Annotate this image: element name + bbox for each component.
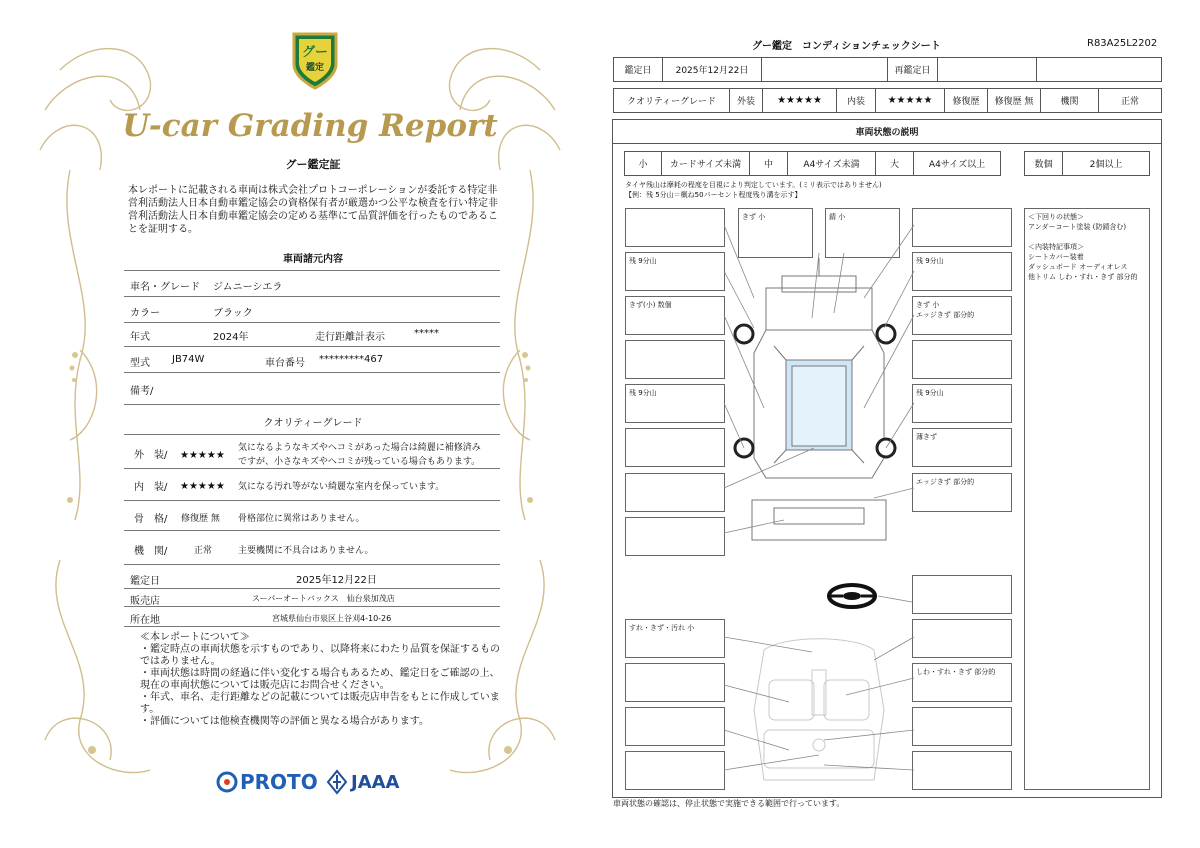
jaaa-mark-icon — [327, 770, 347, 794]
ext-text-2: ですが、小さなキズやヘコミが残っている場合もあります。 — [238, 457, 481, 467]
model-value: JB74W — [172, 354, 205, 365]
exterior-box-top-2: 錆 小 — [825, 208, 900, 258]
remarks-label: 備考/ — [130, 386, 154, 397]
proto-mark-icon — [216, 771, 238, 793]
redate-label-cell: 再鑑定日 — [887, 57, 938, 82]
certificate-heading: グー鑑定証 — [285, 158, 341, 171]
ext-stars: ★★★★★ — [180, 450, 225, 461]
exterior-box-right-7: エッジきず 部分的 — [912, 473, 1012, 512]
date-value-cell: 2025年12月22日 — [662, 57, 762, 82]
exterior-box-right-3: きず 小 エッジきず 部分的 — [912, 296, 1012, 335]
exterior-box-right-6: 薄きず — [912, 428, 1012, 467]
exterior-box-left-5: 残 9分山 — [625, 384, 725, 423]
ext-label: 外 装/ — [134, 450, 168, 461]
engine-text: 主要機関に不具合はありません。 — [238, 546, 374, 556]
engine-label-cell: 機関 — [1040, 88, 1099, 113]
engine-label: 機 関/ — [134, 546, 168, 557]
legend-large-desc: A4サイズ以上 — [913, 151, 1001, 176]
car-interior-diagram — [724, 630, 914, 790]
mileage-label: 走行距離計表示 — [315, 332, 385, 343]
int-label: 内 装/ — [134, 482, 168, 493]
mileage-value: ***** — [414, 328, 439, 339]
legend-large: 大 — [875, 151, 914, 176]
spec-heading: 車両諸元内容 — [283, 254, 343, 265]
interior-box-right-4 — [912, 751, 1012, 790]
exterior-box-right-4 — [912, 340, 1012, 379]
date-label-cell: 鑑定日 — [613, 57, 663, 82]
date-value: 2025年12月22日 — [296, 575, 377, 586]
jaaa-logo: JAAA — [327, 770, 400, 794]
interior-box-left-1: すれ・きず・汚れ 小 — [625, 619, 725, 658]
shop-value: スーパーオートバックス 仙台泉加茂店 — [252, 594, 395, 603]
legend-small: 小 — [624, 151, 662, 176]
redate-blank-cell — [1036, 57, 1162, 82]
year-label: 年式 — [130, 332, 150, 343]
sheet-footer: 車両状態の確認は、停止状態で実施できる範囲で行っています。 — [613, 799, 845, 808]
legend-medium-desc: A4サイズ未満 — [787, 151, 876, 176]
exterior-box-right-2: 残 9分山 — [912, 252, 1012, 291]
exterior-box-left-3: きず(小) 数個 — [625, 296, 725, 335]
ext-stars-cell: ★★★★★ — [762, 88, 837, 113]
color-label: カラー — [130, 308, 160, 319]
ext-label-cell: 外装 — [729, 88, 763, 113]
int-label-cell: 内装 — [836, 88, 876, 113]
grade-label-cell: クオリティーグレード — [613, 88, 730, 113]
badge-text-top: グー — [301, 45, 329, 60]
exterior-box-left-1 — [625, 208, 725, 247]
int-text: 気になる汚れ等がない綺麗な室内を保っています。 — [238, 482, 445, 492]
int-stars-cell: ★★★★★ — [875, 88, 945, 113]
exterior-box-right-1 — [912, 208, 1012, 247]
date-blank-cell — [761, 57, 888, 82]
address-value: 宮城県仙台市泉区上谷刈4-10-26 — [272, 614, 392, 623]
exterior-box-left-4 — [625, 340, 725, 379]
note-item: ・年式、車名、走行距離などの記載については販売店申告をもとに作成しています。 — [140, 692, 500, 715]
legend-count-desc: 2個以上 — [1062, 151, 1150, 176]
interior-box-right-0 — [912, 575, 1012, 614]
chassis-label: 車台番号 — [265, 358, 305, 369]
note-item: ・鑑定時点の車両状態を示すものであり、以降将来にわたり品質を保証するものではありません。 — [140, 644, 500, 667]
interior-box-left-4 — [625, 751, 725, 790]
date-label: 鑑定日 — [130, 576, 160, 587]
script-title — [122, 96, 498, 152]
name-label: 車名・グレード — [130, 282, 200, 293]
side-notes-box: ＜下回りの状態＞ アンダーコート塗装 (防錆含む) ＜内装特記事項＞ シートカバー装着 ダッシュボード オーディオレス 他トリム しわ・すれ・きず 部分的 — [1024, 208, 1150, 790]
badge-text-bottom: 鑑定 — [305, 63, 325, 73]
note-item: ・評価については他検査機関等の評価と異なる場合があります。 — [140, 716, 429, 727]
quality-heading: クオリティーグレード — [263, 418, 363, 429]
model-label: 型式 — [130, 358, 150, 369]
goo-badge-logo — [286, 30, 344, 92]
engine-value-cell: 正常 — [1098, 88, 1162, 113]
redate-value-cell — [937, 57, 1037, 82]
svg-text:U-car Grading Report: U-car Grading Report — [122, 108, 498, 144]
interior-box-left-3 — [625, 707, 725, 746]
exterior-box-top-1: きず 小 — [738, 208, 813, 258]
certificate-intro: 本レポートに記載される車両は株式会社プロトコーポレーションが委託する特定非営利活動法人日本自動車鑑定協会の資格保有者が厳選かつ公平な検査を行い特定非営利活動法人日本自動車鑑定協会の定める基準にて品質評価を行ったものであることを証明する。 — [128, 185, 498, 235]
tire-note-1: タイヤ残山は摩耗の程度を目視により判定しています。(ミリ表示ではありません) — [625, 181, 882, 189]
exterior-box-left-6 — [625, 428, 725, 467]
interior-box-right-1 — [912, 619, 1012, 658]
engine-value: 正常 — [194, 546, 213, 556]
frame-label: 骨 格/ — [134, 514, 168, 525]
notes-heading: ≪本レポートについて≫ — [140, 632, 250, 643]
interior-box-right-2: しわ・すれ・きず 部分的 — [912, 663, 1012, 702]
legend-count: 数個 — [1024, 151, 1063, 176]
tire-note-2: 【例：残 5分山＝概ね50パーセント程度残り溝を示す】 — [625, 191, 802, 199]
interior-box-right-3 — [912, 707, 1012, 746]
name-value: ジムニーシエラ — [213, 282, 283, 293]
car-exterior-diagram — [724, 258, 914, 548]
proto-logo: PROTO — [216, 770, 318, 794]
int-stars: ★★★★★ — [180, 481, 225, 492]
frame-text: 骨格部位に異常はありません。 — [238, 514, 365, 524]
ext-text-1: 気になるようなキズやヘコミがあった場合は綺麗に補修済み — [238, 443, 481, 453]
sheet-code: R83A25L2202 — [1087, 38, 1158, 49]
steering-wheel-icon — [826, 582, 878, 610]
repair-value-cell: 修復歴 無 — [987, 88, 1041, 113]
repair-label-cell: 修復歴 — [944, 88, 988, 113]
frame-value: 修復歴 無 — [181, 514, 220, 524]
interior-box-left-2 — [625, 663, 725, 702]
condition-heading: 車両状態の説明 — [855, 128, 919, 138]
exterior-box-left-7 — [625, 473, 725, 512]
exterior-box-left-8 — [625, 517, 725, 556]
sheet-title: グー鑑定 コンディションチェックシート — [752, 41, 941, 52]
legend-small-desc: カードサイズ未満 — [661, 151, 750, 176]
address-label: 所在地 — [130, 615, 160, 626]
year-value: 2024年 — [213, 332, 249, 343]
legend-medium: 中 — [749, 151, 788, 176]
note-item: ・車両状態は時間の経過に伴い変化する場合もあるため、鑑定日をご確認の上、現在の車両状態については販売店にお問合せください。 — [140, 668, 500, 691]
chassis-value: *********467 — [319, 354, 384, 365]
exterior-box-left-2: 残 9分山 — [625, 252, 725, 291]
color-value: ブラック — [213, 308, 253, 319]
exterior-box-right-5: 残 9分山 — [912, 384, 1012, 423]
shop-label: 販売店 — [130, 596, 160, 607]
notes-section — [140, 632, 500, 728]
